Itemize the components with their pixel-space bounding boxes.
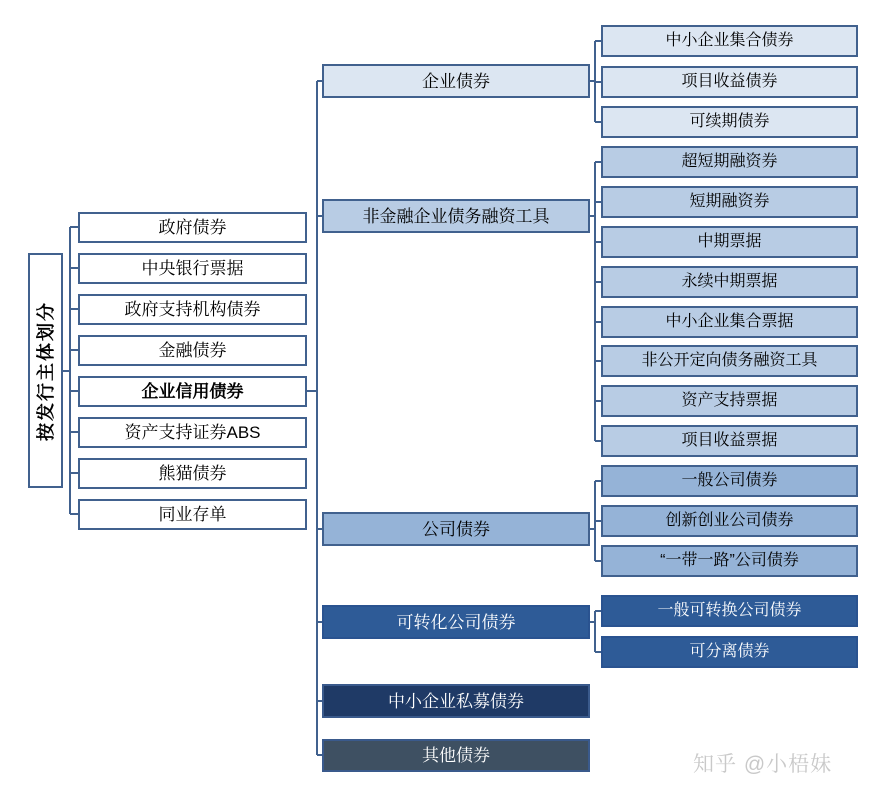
branch-box-enterprise-bond: 企业债券 xyxy=(322,64,590,98)
leaf-box-belt-road-company-bond: “一带一路”公司债券 xyxy=(601,545,858,577)
branch-box-sme-private-bond: 中小企业私募债券 xyxy=(322,684,590,718)
issuer-box-financial-bond: 金融债券 xyxy=(78,335,307,366)
watermark: 知乎 @小梧妹 xyxy=(693,753,833,776)
leaf-box-super-short-term-cp: 超短期融资券 xyxy=(601,146,858,178)
leaf-box-mtn: 中期票据 xyxy=(601,226,858,258)
issuer-box-abs: 资产支持证券ABS xyxy=(78,417,307,448)
issuer-box-central-bank-bill: 中央银行票据 xyxy=(78,253,307,284)
issuer-box-panda-bond: 熊猫债券 xyxy=(78,458,307,489)
leaf-box-project-revenue-note: 项目收益票据 xyxy=(601,425,858,457)
leaf-box-sme-collective-note: 中小企业集合票据 xyxy=(601,306,858,338)
issuer-box-interbank-cd: 同业存单 xyxy=(78,499,307,530)
leaf-box-private-placement-note: 非公开定向债务融资工具 xyxy=(601,345,858,377)
issuer-box-corporate-credit-bond: 企业信用债券 xyxy=(78,376,307,407)
issuer-box-government-bond: 政府债券 xyxy=(78,212,307,243)
leaf-box-sme-collective-bond: 中小企业集合债券 xyxy=(601,25,858,57)
leaf-box-project-revenue-bond: 项目收益债券 xyxy=(601,66,858,98)
leaf-box-general-company-bond: 一般公司债券 xyxy=(601,465,858,497)
issuer-box-gov-supported-agency-bond: 政府支持机构债券 xyxy=(78,294,307,325)
branch-box-nonfinancial-debt-instruments: 非金融企业债务融资工具 xyxy=(322,199,590,233)
leaf-box-innovation-company-bond: 创新创业公司债券 xyxy=(601,505,858,537)
leaf-box-abn: 资产支持票据 xyxy=(601,385,858,417)
leaf-box-perpetual-mtn: 永续中期票据 xyxy=(601,266,858,298)
branch-box-convertible-bond: 可转化公司债券 xyxy=(322,605,590,639)
category-label: 按发行主体划分 xyxy=(35,300,56,441)
leaf-box-general-convertible-bond: 一般可转换公司债券 xyxy=(601,595,858,627)
leaf-box-separable-bond: 可分离债券 xyxy=(601,636,858,668)
category-label-box xyxy=(28,253,63,488)
leaf-box-short-term-cp: 短期融资券 xyxy=(601,186,858,218)
branch-box-other-bond: 其他债券 xyxy=(322,739,590,772)
branch-box-company-bond: 公司债券 xyxy=(322,512,590,546)
leaf-box-renewable-bond: 可续期债券 xyxy=(601,106,858,138)
